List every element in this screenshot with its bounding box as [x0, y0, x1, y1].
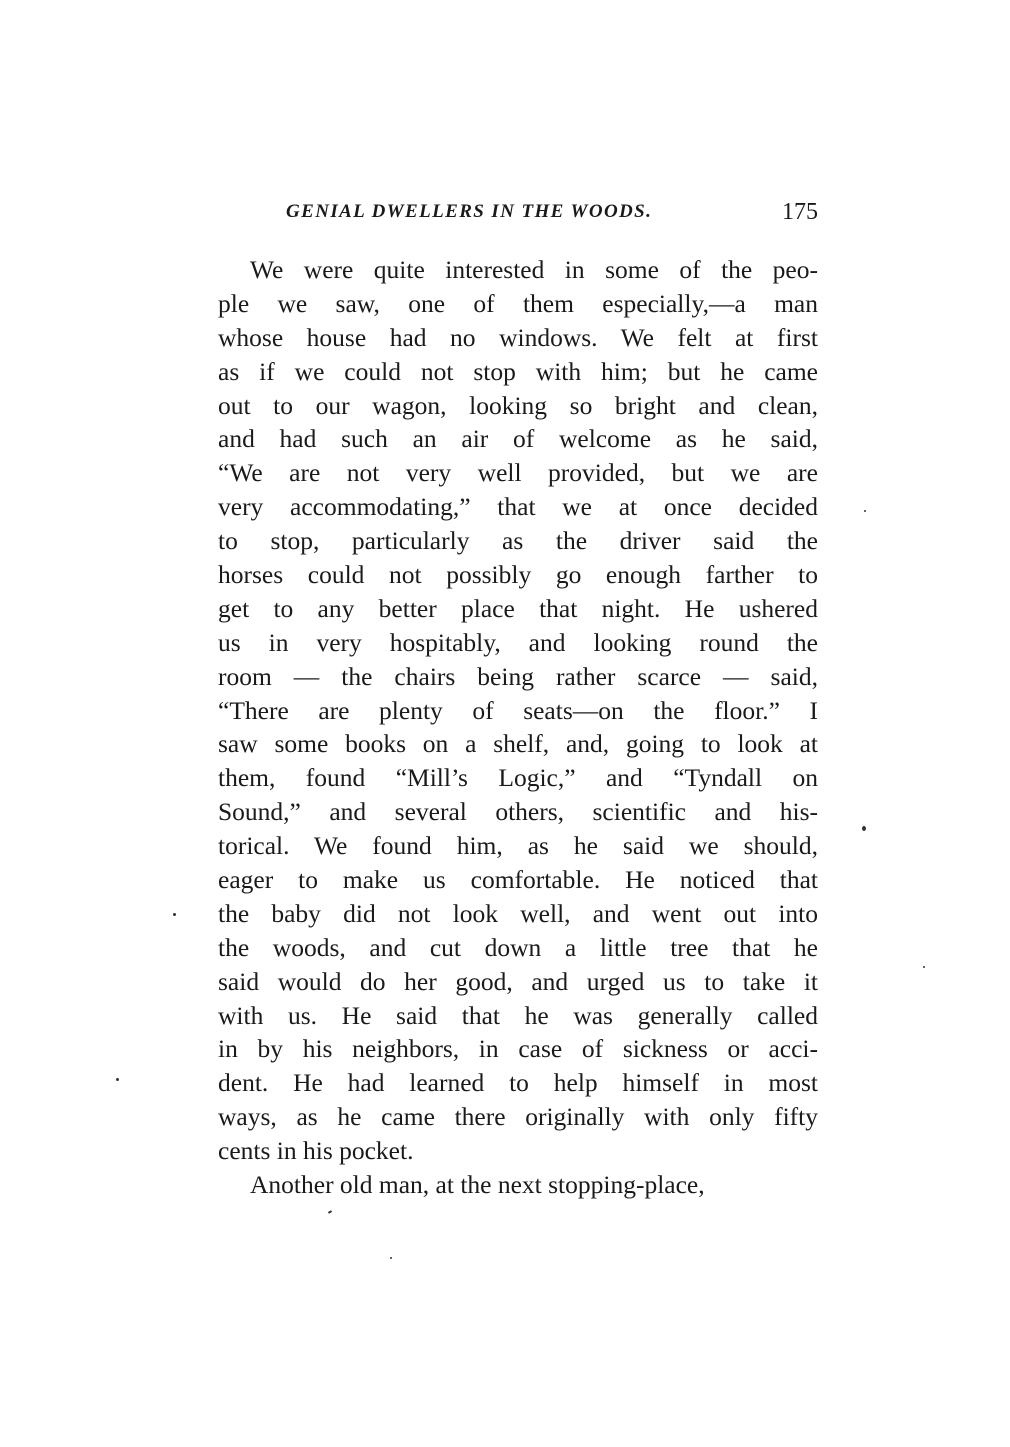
- scan-speck: [390, 1257, 392, 1259]
- text-line: us in very hospitably, and looking round the: [218, 627, 818, 657]
- text-line: in by his neighbors, in case of sickness or acci-: [218, 1034, 818, 1064]
- scan-speck: [923, 966, 925, 968]
- text-line: and had such an air of welcome as he said,: [218, 424, 818, 454]
- text-line: the woods, and cut down a little tree that he: [218, 932, 818, 962]
- text-line: saw some books on a shelf, and, going to look at: [218, 729, 818, 759]
- scan-speck: [116, 1078, 119, 1081]
- text-line: said would do her good, and urged us to take it: [218, 966, 818, 996]
- text-line: cents in his pocket.: [218, 1136, 414, 1166]
- text-line: get to any better place that night. He ushered: [218, 593, 818, 623]
- running-head: [286, 194, 818, 230]
- text-line: to stop, particularly as the driver said the: [218, 526, 818, 556]
- text-line: out to our wagon, looking so bright and clean,: [218, 390, 818, 420]
- text-line: the baby did not look well, and went out into: [218, 898, 818, 928]
- text-line: ways, as he came there originally with only fifty: [218, 1102, 818, 1132]
- text-line: as if we could not stop with him; but he came: [218, 356, 818, 386]
- text-line: horses could not possibly go enough farther to: [218, 560, 818, 590]
- scan-speck: [862, 826, 866, 831]
- text-line: Sound,” and several others, scientific and his-: [218, 797, 818, 827]
- text-line: ple we saw, one of them especially,—a man: [218, 288, 818, 318]
- scan-speck: [864, 510, 866, 512]
- text-line: room — the chairs being rather scarce — said,: [218, 661, 818, 691]
- text-line: dent. He had learned to help himself in most: [218, 1068, 818, 1098]
- text-line: them, found “Mill’s Logic,” and “Tyndall on: [218, 763, 818, 793]
- text-line: We were quite interested in some of the peo-: [250, 255, 818, 284]
- running-title: GENIAL DWELLERS IN THE WOODS.: [286, 201, 653, 222]
- text-line: very accommodating,” that we at once decided: [218, 492, 818, 522]
- text-line: “We are not very well provided, but we are: [218, 458, 818, 488]
- scan-speck: [173, 913, 176, 916]
- text-line: whose house had no windows. We felt at first: [218, 322, 818, 352]
- text-line: with us. He said that he was generally called: [218, 1000, 818, 1030]
- text-line: Another old man, at the next stopping-place,: [250, 1170, 705, 1200]
- page-number: 175: [782, 199, 818, 225]
- body-text: [218, 253, 818, 1202]
- text-line: torical. We found him, as he said we should,: [218, 831, 818, 861]
- text-line: “There are plenty of seats—on the floor.” I: [218, 695, 818, 725]
- text-line: eager to make us comfortable. He noticed that: [218, 865, 818, 895]
- scan-speck: [328, 1210, 332, 1214]
